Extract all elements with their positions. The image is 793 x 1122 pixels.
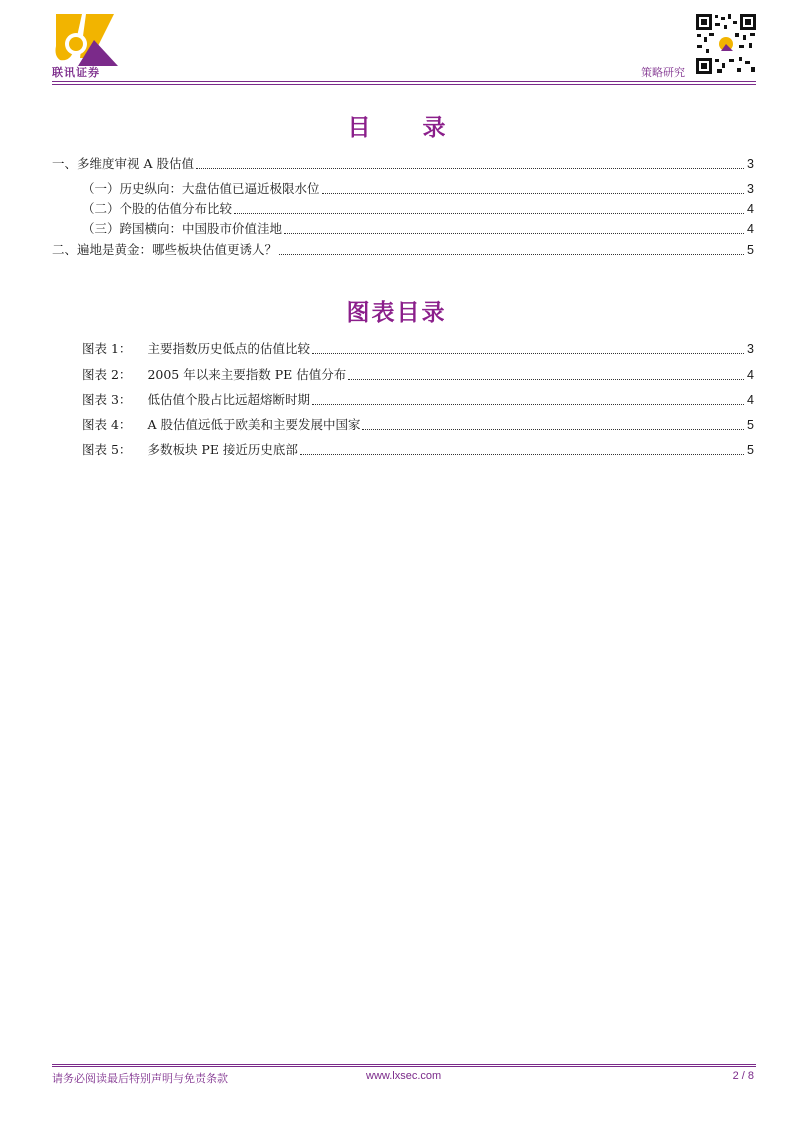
leader-dots	[279, 254, 744, 255]
figure-entry[interactable]	[82, 416, 754, 434]
page-header	[0, 0, 793, 90]
footer-website-link[interactable]: www.lxsec.com	[366, 1070, 442, 1082]
leader-dots	[284, 233, 744, 234]
figure-entry-label: 低估值个股占比远超熔断时期	[147, 392, 310, 407]
leader-dots	[234, 213, 744, 214]
figure-entry-page: 4	[747, 368, 754, 382]
toc-title: 目 录	[347, 115, 468, 141]
figure-entry-label: A 股估值远低于欧美和主要发展中国家	[147, 417, 361, 432]
figure-entry-label: 多数板块 PE 接近历史底部	[147, 442, 298, 457]
leader-dots	[362, 429, 744, 430]
figure-entry-number: 图表 4：	[82, 417, 132, 432]
toc-entry[interactable]	[52, 155, 754, 173]
figure-entry-number: 图表 2：	[82, 367, 132, 382]
toc-entry-label: （二）个股的估值分布比较	[82, 201, 233, 216]
toc-entry[interactable]	[82, 180, 754, 198]
figure-entry-page: 4	[747, 393, 754, 407]
figure-entry-number: 图表 1：	[82, 341, 132, 356]
figure-entry[interactable]	[82, 441, 754, 459]
section-label: 策略研究	[641, 66, 685, 79]
figure-entry-page: 5	[747, 418, 754, 432]
company-name: 联讯证券	[52, 66, 100, 79]
footer-divider	[52, 1064, 756, 1065]
toc-entry-page: 5	[747, 243, 754, 257]
footer-disclaimer[interactable]: 请务必阅读最后特别声明与免责条款	[52, 1072, 228, 1085]
toc-entry[interactable]	[52, 241, 754, 259]
leader-dots	[312, 353, 744, 354]
toc-entry-label: （三）跨国横向：中国股市价值洼地	[82, 221, 283, 236]
figure-entry-page: 5	[747, 443, 754, 457]
leader-dots	[312, 404, 744, 405]
qr-code-icon	[695, 13, 757, 75]
toc-entry[interactable]	[82, 200, 754, 218]
toc-entry-label: （一）历史纵向：大盘估值已逼近极限水位	[82, 181, 320, 196]
figure-entry-number: 图表 3：	[82, 392, 132, 407]
figure-entry-label: 2005 年以来主要指数 PE 估值分布	[147, 367, 347, 382]
footer-page-number: 2 / 8	[732, 1070, 754, 1082]
header-divider-secondary	[52, 84, 756, 85]
footer-divider-secondary	[52, 1066, 756, 1067]
toc-entry-page: 3	[747, 157, 754, 171]
figure-entry[interactable]	[82, 340, 754, 358]
leader-dots	[196, 168, 744, 169]
leader-dots	[322, 193, 744, 194]
leader-dots	[300, 454, 744, 455]
toc-entry[interactable]	[82, 220, 754, 238]
toc-entry-page: 3	[747, 182, 754, 196]
header-divider	[52, 81, 756, 82]
figure-entry[interactable]	[82, 366, 754, 384]
figure-entry-page: 3	[747, 342, 754, 356]
toc-entry-label: 一、多维度审视 A 股估值	[52, 156, 194, 171]
figure-list-title: 图表目录	[346, 300, 447, 326]
toc-entry-page: 4	[747, 202, 754, 216]
figure-entry[interactable]	[82, 391, 754, 409]
figure-entry-label: 主要指数历史低点的估值比较	[147, 341, 310, 356]
figure-entry-number: 图表 5：	[82, 442, 132, 457]
leader-dots	[348, 379, 744, 380]
toc-entry-label: 二、遍地是黄金：哪些板块估值更诱人？	[52, 242, 278, 257]
toc-entry-page: 4	[747, 222, 754, 236]
